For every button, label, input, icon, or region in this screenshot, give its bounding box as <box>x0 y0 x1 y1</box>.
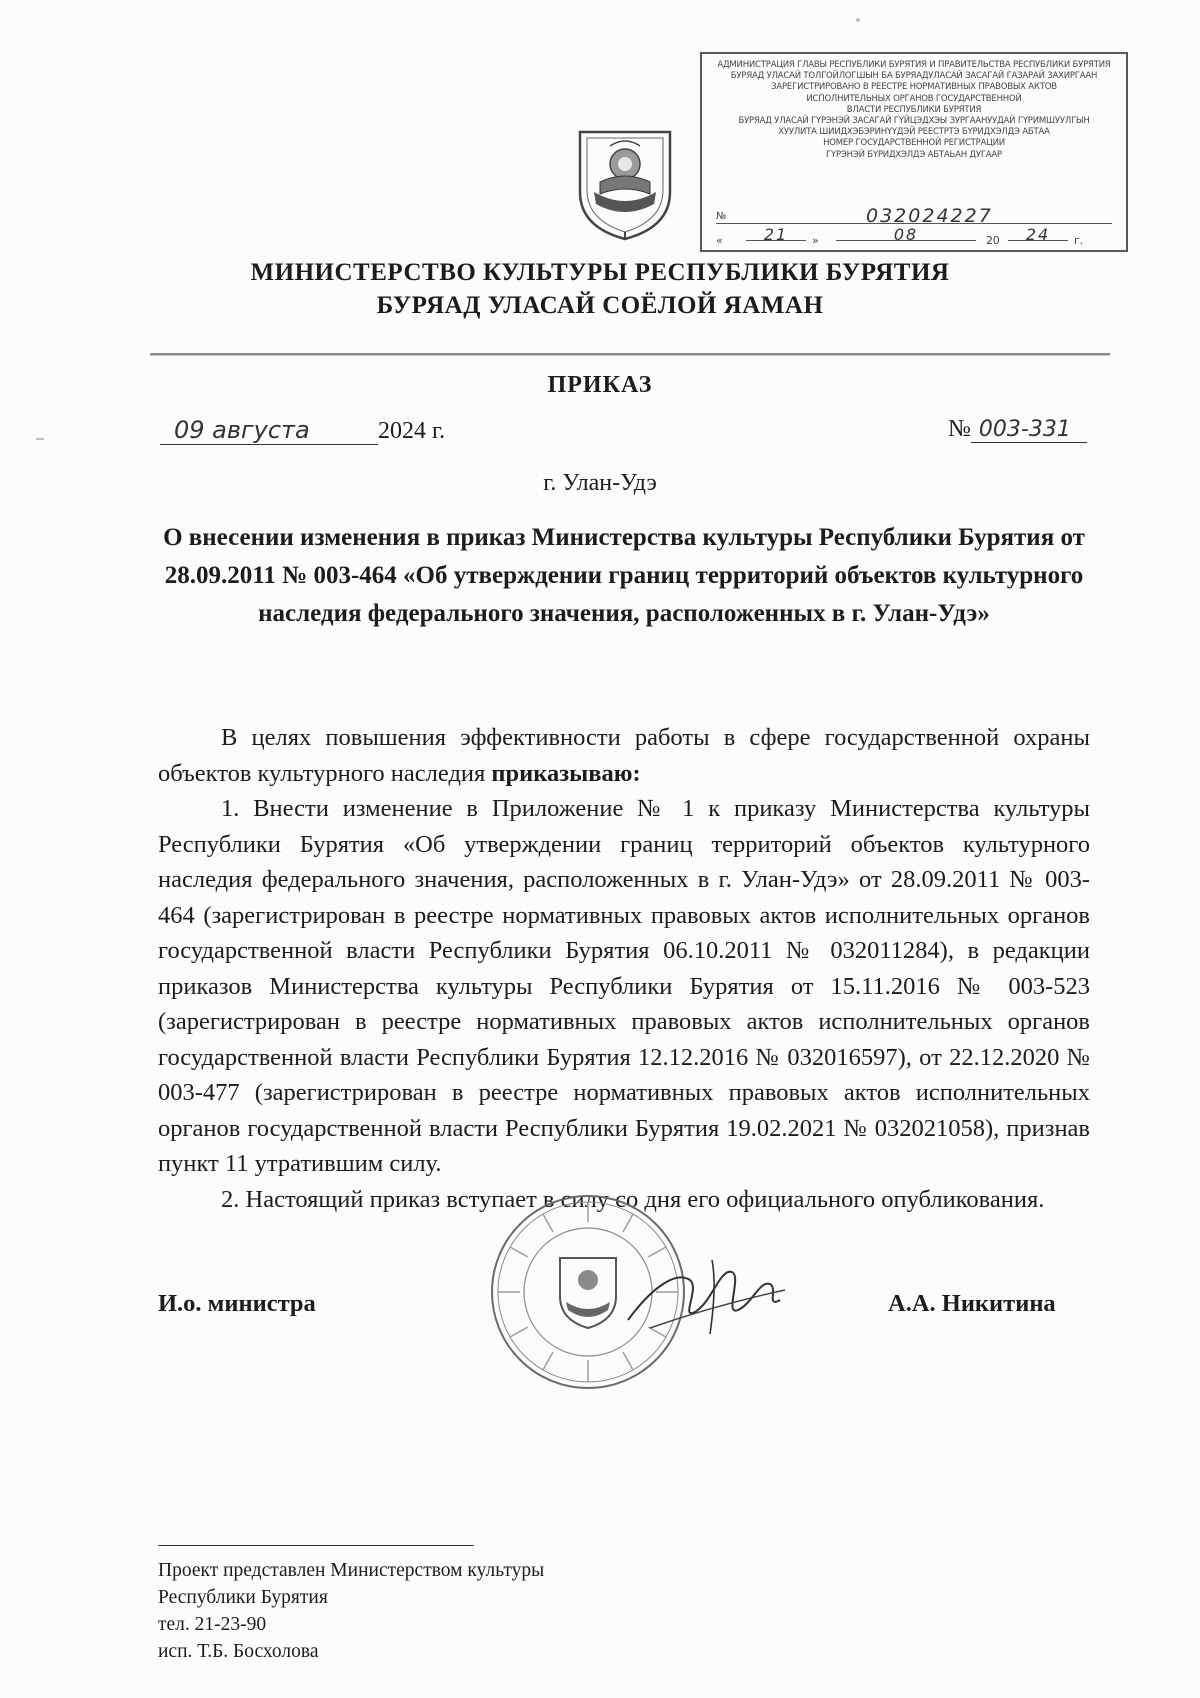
order-date <box>160 416 445 445</box>
body-paragraph: 1. Внести изменение в Приложение № 1 к приказу Министерства культуры Республики Бурятия «Об утверждении границ территорий объектов культурного наследия федерального значения, расположенных в г. Улан-Удэ» от 28.09.2011 № 003-464 (зарегистрирован в реестре нормативных правовых актов исполнительных органов государственной власти Республики Бурятия 06.10.2011 № 032011284), в редакции приказов Министерства культуры Республики Бурятия от 15.11.2016 № 003-523 (зарегистрирован в реестре нормативных правовых актов исполнительных органов государственной власти Республики Бурятия 12.12.2016 № 032016597), от 22.12.2020 № 003-477 (зарегистрирован в реестре нормативных правовых актов исполнительных органов государственной власти Республики Бурятия 19.02.2021 № 032021058), признав пункт 11 утратившим силу. <box>158 795 1090 1177</box>
stamp-line: ЗАРЕГИСТРИРОВАНО В РЕЕСТРЕ НОРМАТИВНЫХ ПРАВОВЫХ АКТОВ <box>771 82 1057 93</box>
stamp-number-row <box>716 199 1112 227</box>
body-paragraph <box>158 720 1090 791</box>
footer-info <box>158 1557 544 1665</box>
stamp-date-month: 08 <box>836 229 976 241</box>
stamp-line: ГҮРЭНЭЙ БҮРИДХЭЛДЭ АБТАЬАН ДУГААР <box>826 149 1002 160</box>
stamp-line: ВЛАСТИ РЕСПУБЛИКИ БУРЯТИЯ <box>846 104 982 115</box>
scan-speck <box>856 18 860 22</box>
ministry-name-bua: БУРЯАД УЛАСАЙ СОЁЛОЙ ЯАМАН <box>376 292 824 319</box>
scan-speck <box>36 438 44 440</box>
order-num-prefix: № <box>948 416 971 442</box>
order-subject: О внесении изменения в приказ Министерства культуры Республики Бурятия от 28.09.2011 № 003-464 «Об утверждении границ территорий объектов культурного наследия федерального значения, расположенных в г. Улан-Удэ» <box>163 524 1085 627</box>
footer-line: тел. 21-23-90 <box>158 1614 267 1635</box>
footer-separator <box>158 1545 474 1546</box>
order-number-handwritten: 003-331 <box>971 417 1087 443</box>
order-year: 2024 г. <box>378 418 446 444</box>
body-paragraph-bold: приказываю: <box>491 759 641 787</box>
stamp-line: ХУУЛИТА ШИИДХЭБЭРИНҮҮДЭЙ РЕЕСТРТЭ БҮРИДХЭЛДЭ АБТАА <box>778 127 1050 138</box>
ministry-name-ru: МИНИСТЕРСТВО КУЛЬТУРЫ РЕСПУБЛИКИ БУРЯТИЯ <box>250 259 950 286</box>
order-title: ПРИКАЗ <box>547 372 653 398</box>
stamp-line: ИСПОЛНИТЕЛЬНЫХ ОРГАНОВ ГОСУДАРСТВЕННОЙ <box>806 93 1022 104</box>
coat-of-arms-emblem <box>570 122 680 242</box>
stamp-date-suffix: г. <box>1074 234 1083 247</box>
footer-line: Проект представлен Министерством культуры <box>158 1560 545 1581</box>
stamp-num-prefix: № <box>716 210 727 222</box>
stamp-line: БУРЯАД УЛАСАЙ ГҮРЭНЭЙ ЗАСАГАЙ ГҮЙЦЭДХЭЫ ЗУРГААНУУДАЙ ГҮРИМШУУЛГЫН <box>738 116 1090 127</box>
stamp-date-row: « 21 » 08 20 24 г. <box>716 225 1083 247</box>
stamp-line: НОМЕР ГОСУДАРСТВЕННОЙ РЕГИСТРАЦИИ <box>823 138 1005 149</box>
body-paragraph: 2. Настоящий приказ вступает в силу со дня его официального опубликования. <box>221 1185 1045 1213</box>
order-number <box>948 416 1087 443</box>
stamp-date-year: 24 <box>1008 229 1068 241</box>
ministry-title <box>150 256 1050 322</box>
order-date-handwritten: 09 августа <box>160 416 378 445</box>
signatory-role: И.о. министра <box>158 1290 316 1317</box>
order-body <box>158 720 1090 1217</box>
registration-stamp <box>700 52 1128 252</box>
footer-line: Республики Бурятия <box>158 1587 328 1608</box>
stamp-year-prefix: 20 <box>986 234 1000 247</box>
header-separator <box>150 353 1110 356</box>
body-paragraph-text: В целях повышения эффективности работы в сфере государственной охраны объектов культурного наследия <box>158 724 1090 787</box>
signatory-name: А.А. Никитина <box>888 1290 1056 1317</box>
city: г. Улан-Удэ <box>543 470 657 496</box>
footer-line: исп. Т.Б. Босхолова <box>158 1641 319 1662</box>
stamp-line: БУРЯАД УЛАСАЙ ТОЛГОЙЛОГШЫН БА БУРЯАДУЛАСАЙ ЗАСАГАЙ ГАЗАРАЙ ЗАХИРГААН <box>730 71 1098 82</box>
stamp-line: АДМИНИСТРАЦИЯ ГЛАВЫ РЕСПУБЛИКИ БУРЯТИЯ И ПРАВИТЕЛЬСТВА РЕСПУБЛИКИ БУРЯТИЯ <box>717 60 1111 70</box>
handwritten-signature <box>620 1250 790 1340</box>
stamp-reg-number: 032024227 <box>866 204 993 227</box>
stamp-date-day: 21 <box>746 229 806 241</box>
